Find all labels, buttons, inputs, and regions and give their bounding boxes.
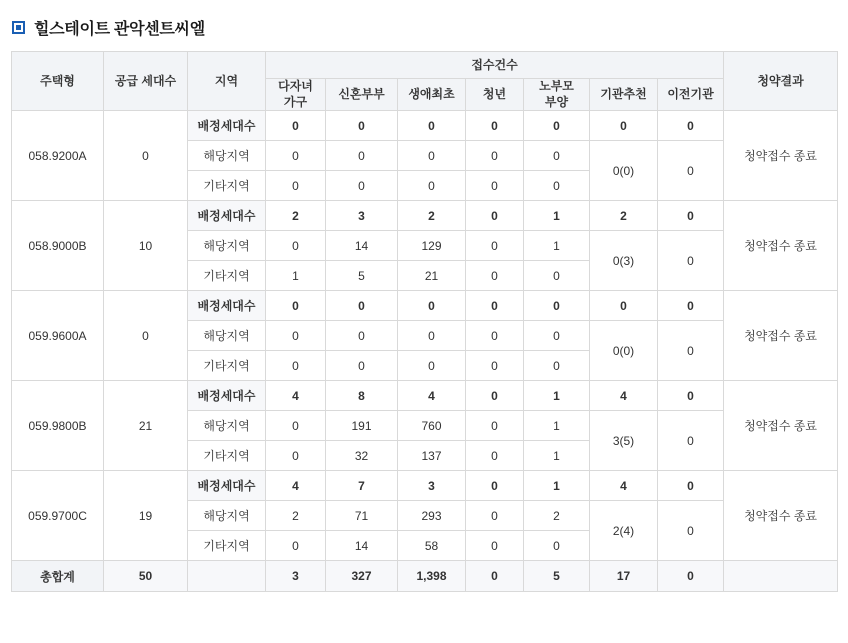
- cell-row-label-local: 해당지역: [188, 141, 266, 171]
- cell-elderly-support: 0: [524, 171, 590, 201]
- cell-transfer-institution-alloc: 0: [658, 291, 724, 321]
- cell-youth: 0: [466, 231, 524, 261]
- cell-elderly-support: 1: [524, 231, 590, 261]
- cell-youth: 0: [466, 141, 524, 171]
- cell-result: 청약접수 종료: [724, 381, 838, 471]
- cell-youth: 0: [466, 111, 524, 141]
- cell-result: 청약접수 종료: [724, 291, 838, 381]
- cell-multi-child: 0: [266, 111, 326, 141]
- cell-youth: 0: [466, 351, 524, 381]
- cell-newlywed: 14: [326, 531, 398, 561]
- cell-newlywed: 191: [326, 411, 398, 441]
- cell-multi-child: 2: [266, 201, 326, 231]
- cell-total-transfer-institution: 0: [658, 561, 724, 592]
- cell-newlywed: 0: [326, 321, 398, 351]
- cell-multi-child: 0: [266, 531, 326, 561]
- table-row: [12, 291, 838, 321]
- cell-transfer-institution: 0: [658, 141, 724, 201]
- cell-transfer-institution: 0: [658, 321, 724, 381]
- col-first-time: 생애최초: [398, 79, 466, 111]
- cell-transfer-institution: 0: [658, 231, 724, 291]
- col-elderly-support-line1: 노부모: [539, 79, 574, 93]
- cell-row-label-local: 해당지역: [188, 231, 266, 261]
- cell-total-institution-rec: 17: [590, 561, 658, 592]
- cell-result: 청약접수 종료: [724, 201, 838, 291]
- cell-first-time: 760: [398, 411, 466, 441]
- table-row: [12, 381, 838, 411]
- cell-first-time: 129: [398, 231, 466, 261]
- cell-row-label-local: 해당지역: [188, 411, 266, 441]
- cell-multi-child: 0: [266, 441, 326, 471]
- cell-house-type: 058.9200A: [12, 111, 104, 201]
- col-institution-rec: 기관추천: [590, 79, 658, 111]
- cell-elderly-support: 1: [524, 381, 590, 411]
- cell-youth: 0: [466, 441, 524, 471]
- cell-supply-units: 10: [104, 201, 188, 291]
- cell-total-label: 총합계: [12, 561, 104, 592]
- cell-result: 청약접수 종료: [724, 111, 838, 201]
- cell-row-label-allocated: 배정세대수: [188, 291, 266, 321]
- cell-newlywed: 32: [326, 441, 398, 471]
- cell-total-region: [188, 561, 266, 592]
- cell-row-label-other: 기타지역: [188, 351, 266, 381]
- table-body: [12, 111, 838, 561]
- cell-elderly-support: 0: [524, 141, 590, 171]
- cell-multi-child: 0: [266, 231, 326, 261]
- col-supply-units: 공급 세대수: [104, 52, 188, 111]
- table-row: [12, 201, 838, 231]
- cell-multi-child: 0: [266, 321, 326, 351]
- cell-multi-child: 4: [266, 471, 326, 501]
- cell-first-time: 0: [398, 171, 466, 201]
- cell-institution-rec: 2(4): [590, 501, 658, 561]
- cell-house-type: 058.9000B: [12, 201, 104, 291]
- cell-first-time: 137: [398, 441, 466, 471]
- cell-multi-child: 0: [266, 171, 326, 201]
- table-row: [12, 471, 838, 501]
- cell-elderly-support: 0: [524, 531, 590, 561]
- col-region: 지역: [188, 52, 266, 111]
- cell-youth: 0: [466, 501, 524, 531]
- cell-first-time: 0: [398, 111, 466, 141]
- cell-newlywed: 0: [326, 291, 398, 321]
- col-multi-child: [266, 79, 326, 111]
- cell-first-time: 21: [398, 261, 466, 291]
- cell-total-result: [724, 561, 838, 592]
- cell-supply-units: 0: [104, 111, 188, 201]
- cell-row-label-other: 기타지역: [188, 171, 266, 201]
- cell-transfer-institution-alloc: 0: [658, 111, 724, 141]
- cell-transfer-institution-alloc: 0: [658, 201, 724, 231]
- cell-supply-units: 19: [104, 471, 188, 561]
- cell-newlywed: 0: [326, 171, 398, 201]
- cell-row-label-allocated: 배정세대수: [188, 201, 266, 231]
- cell-newlywed: 71: [326, 501, 398, 531]
- table-head: [12, 52, 838, 111]
- col-applications-group: 접수건수: [266, 52, 724, 79]
- cell-newlywed: 0: [326, 141, 398, 171]
- table-row: [12, 111, 838, 141]
- cell-supply-units: 0: [104, 291, 188, 381]
- cell-institution-rec-alloc: 0: [590, 291, 658, 321]
- cell-first-time: 0: [398, 141, 466, 171]
- cell-multi-child: 2: [266, 501, 326, 531]
- cell-total-first-time: 1,398: [398, 561, 466, 592]
- col-elderly-support-line2: 부양: [544, 94, 569, 109]
- table-foot: [12, 561, 838, 592]
- table-container: [0, 51, 848, 592]
- cell-elderly-support: 0: [524, 351, 590, 381]
- cell-first-time: 0: [398, 351, 466, 381]
- cell-row-label-local: 해당지역: [188, 321, 266, 351]
- cell-total-newlywed: 327: [326, 561, 398, 592]
- cell-institution-rec-alloc: 4: [590, 381, 658, 411]
- cell-newlywed: 5: [326, 261, 398, 291]
- cell-result: 청약접수 종료: [724, 471, 838, 561]
- cell-newlywed: 8: [326, 381, 398, 411]
- cell-elderly-support: 1: [524, 471, 590, 501]
- cell-total-multi-child: 3: [266, 561, 326, 592]
- cell-transfer-institution: 0: [658, 501, 724, 561]
- cell-row-label-allocated: 배정세대수: [188, 471, 266, 501]
- subscription-result-table: [11, 51, 838, 592]
- cell-institution-rec-alloc: 0: [590, 111, 658, 141]
- cell-newlywed: 3: [326, 201, 398, 231]
- table-head-row-1: [12, 52, 838, 79]
- cell-first-time: 58: [398, 531, 466, 561]
- cell-multi-child: 1: [266, 261, 326, 291]
- cell-institution-rec: 0(0): [590, 321, 658, 381]
- cell-youth: 0: [466, 411, 524, 441]
- cell-row-label-allocated: 배정세대수: [188, 111, 266, 141]
- cell-row-label-other: 기타지역: [188, 441, 266, 471]
- cell-newlywed: 7: [326, 471, 398, 501]
- cell-youth: 0: [466, 531, 524, 561]
- cell-youth: 0: [466, 321, 524, 351]
- col-transfer-institution: 이전기관: [658, 79, 724, 111]
- cell-first-time: 0: [398, 321, 466, 351]
- cell-transfer-institution-alloc: 0: [658, 471, 724, 501]
- cell-elderly-support: 1: [524, 441, 590, 471]
- cell-newlywed: 0: [326, 351, 398, 381]
- cell-youth: 0: [466, 291, 524, 321]
- cell-institution-rec-alloc: 4: [590, 471, 658, 501]
- col-house-type: 주택형: [12, 52, 104, 111]
- cell-row-label-other: 기타지역: [188, 531, 266, 561]
- col-elderly-support: [524, 79, 590, 111]
- cell-multi-child: 0: [266, 411, 326, 441]
- cell-multi-child: 4: [266, 381, 326, 411]
- cell-first-time: 2: [398, 201, 466, 231]
- cell-house-type: 059.9700C: [12, 471, 104, 561]
- col-newlywed: 신혼부부: [326, 79, 398, 111]
- table-total-row: [12, 561, 838, 592]
- cell-multi-child: 0: [266, 351, 326, 381]
- cell-elderly-support: 0: [524, 291, 590, 321]
- cell-total-youth: 0: [466, 561, 524, 592]
- col-result: 청약결과: [724, 52, 838, 111]
- cell-newlywed: 0: [326, 111, 398, 141]
- cell-youth: 0: [466, 381, 524, 411]
- cell-row-label-allocated: 배정세대수: [188, 381, 266, 411]
- cell-elderly-support: 0: [524, 321, 590, 351]
- page-title: 힐스테이트 관악센트씨엘: [34, 21, 205, 38]
- cell-transfer-institution-alloc: 0: [658, 381, 724, 411]
- cell-first-time: 3: [398, 471, 466, 501]
- cell-elderly-support: 1: [524, 411, 590, 441]
- square-bullet-icon: [12, 21, 25, 34]
- cell-total-supply-units: 50: [104, 561, 188, 592]
- cell-elderly-support: 1: [524, 201, 590, 231]
- cell-transfer-institution: 0: [658, 411, 724, 471]
- cell-supply-units: 21: [104, 381, 188, 471]
- cell-youth: 0: [466, 171, 524, 201]
- page-title-bar: [0, 0, 848, 51]
- cell-elderly-support: 2: [524, 501, 590, 531]
- cell-house-type: 059.9600A: [12, 291, 104, 381]
- cell-total-elderly-support: 5: [524, 561, 590, 592]
- cell-multi-child: 0: [266, 291, 326, 321]
- cell-elderly-support: 0: [524, 111, 590, 141]
- cell-institution-rec: 0(3): [590, 231, 658, 291]
- cell-newlywed: 14: [326, 231, 398, 261]
- cell-first-time: 293: [398, 501, 466, 531]
- cell-first-time: 0: [398, 291, 466, 321]
- cell-institution-rec: 3(5): [590, 411, 658, 471]
- col-multi-child-line2: 가구: [283, 94, 308, 109]
- cell-institution-rec-alloc: 2: [590, 201, 658, 231]
- cell-youth: 0: [466, 201, 524, 231]
- cell-house-type: 059.9800B: [12, 381, 104, 471]
- cell-elderly-support: 0: [524, 261, 590, 291]
- col-youth: 청년: [466, 79, 524, 111]
- cell-youth: 0: [466, 471, 524, 501]
- cell-multi-child: 0: [266, 141, 326, 171]
- cell-youth: 0: [466, 261, 524, 291]
- col-multi-child-line1: 다자녀: [278, 79, 313, 93]
- cell-row-label-other: 기타지역: [188, 261, 266, 291]
- cell-institution-rec: 0(0): [590, 141, 658, 201]
- cell-first-time: 4: [398, 381, 466, 411]
- cell-row-label-local: 해당지역: [188, 501, 266, 531]
